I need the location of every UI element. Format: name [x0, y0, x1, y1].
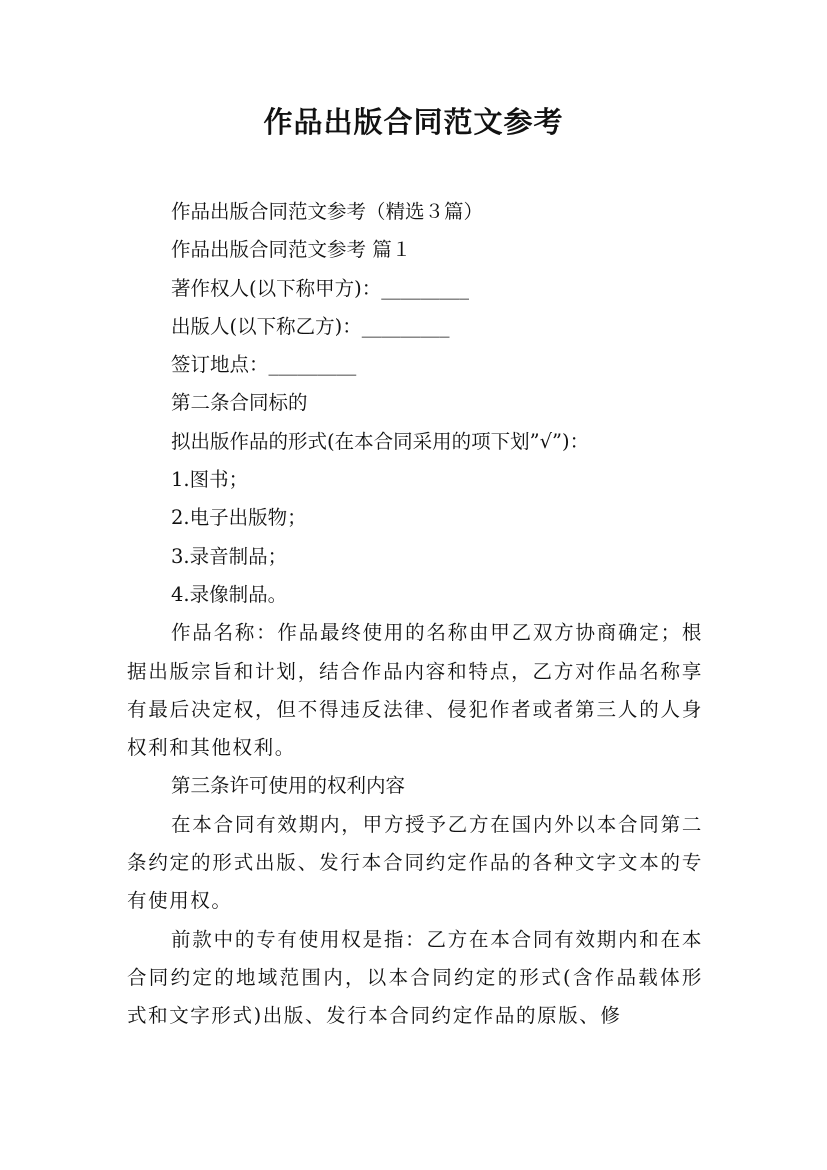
section-2-heading: 第二条合同标的 — [171, 391, 308, 415]
section-3-heading: 第三条许可使用的权利内容 — [171, 774, 406, 798]
publication-form-prompt: 拟出版作品的形式(在本合同采用的项下划”√”)： — [171, 429, 590, 453]
document-body — [127, 193, 703, 1036]
article-heading: 作品出版合同范文参考 篇１ — [171, 238, 412, 262]
option-electronic: 2.电子出版物； — [171, 506, 307, 530]
signing-place-field: 签订地点：_________ — [171, 353, 357, 377]
party-a-field: 著作权人(以下称甲方)：_________ — [171, 276, 469, 300]
option-audio: 3.录音制品； — [171, 544, 288, 568]
work-name-paragraph: 作品名称：作品最终使用的名称由甲乙双方协商确定；根据出版宗旨和计划，结合作品内容和特点，乙方对作品名称享有最后决定权，但不得违反法律、侵犯作者或者第三人的人身权利和其他权利。 — [127, 621, 703, 760]
subtitle-selected: 作品出版合同范文参考（精选３篇） — [171, 200, 484, 223]
option-book: 1.图书； — [171, 468, 249, 492]
license-paragraph: 在本合同有效期内，甲方授予乙方在国内外以本合同第二条约定的形式出版、发行本合同约定作品的各种文字文本的专有使用权。 — [127, 812, 703, 913]
option-video: 4.录像制品。 — [171, 582, 288, 606]
document-title: 作品出版合同范文参考 — [263, 105, 564, 139]
exclusive-right-paragraph: 前款中的专有使用权是指：乙方在本合同有效期内和在本合同约定的地域范围内，以本合同约定的形式(含作品载体形式和文字形式)出版、发行本合同约定作品的原版、修 — [127, 927, 703, 1028]
party-b-field: 出版人(以下称乙方)：_________ — [171, 314, 450, 338]
